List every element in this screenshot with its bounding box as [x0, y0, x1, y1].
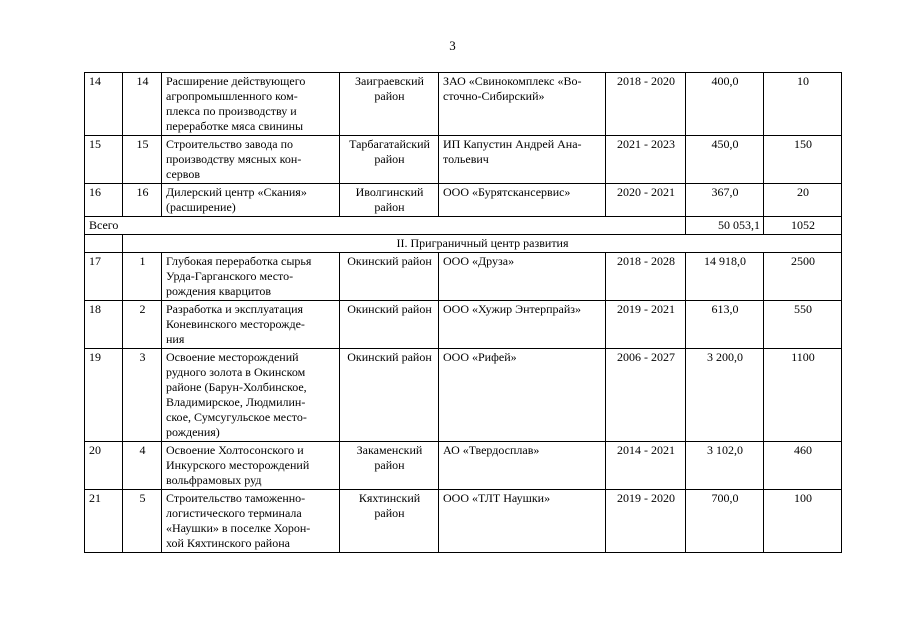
company: [439, 442, 606, 490]
project-name-line: агропромышленного ком-: [166, 89, 298, 103]
project-name-line: Дилерский центр «Скания»: [166, 185, 307, 199]
company: [439, 349, 606, 442]
project-name: [162, 253, 340, 301]
company: [439, 490, 606, 553]
project-name-line: вольфрамовых руд: [166, 473, 262, 487]
section-empty-cell: [85, 235, 123, 253]
period: 2020 - 2021: [606, 184, 686, 217]
project-name-line: рождения): [166, 425, 220, 439]
project-name-line: ния: [166, 332, 185, 346]
district-line: район: [374, 152, 405, 166]
table-row: [85, 136, 842, 184]
district-line: район: [374, 200, 405, 214]
investment: 613,0: [686, 301, 764, 349]
section-title: II. Приграничный центр развития: [123, 235, 842, 253]
project-name: [162, 184, 340, 217]
row-subnumber: 1: [123, 253, 162, 301]
company: [439, 73, 606, 136]
period: 2018 - 2020: [606, 73, 686, 136]
jobs: 1100: [764, 349, 842, 442]
project-name-line: ское, Сумсугульское место-: [166, 410, 307, 424]
project-name-line: (расширение): [166, 200, 236, 214]
project-name: [162, 349, 340, 442]
row-subnumber: 3: [123, 349, 162, 442]
row-number: 19: [85, 349, 123, 442]
district-line: Кяхтинский: [358, 491, 421, 505]
jobs: 460: [764, 442, 842, 490]
investment: 700,0: [686, 490, 764, 553]
jobs: 20: [764, 184, 842, 217]
jobs: 2500: [764, 253, 842, 301]
total-jobs: 1052: [764, 217, 842, 235]
company-line: ЗАО «Свинокомплекс «Во-: [443, 74, 582, 88]
district-line: Иволгинский: [355, 185, 424, 199]
project-name-line: логистического терминала: [166, 506, 302, 520]
row-number: 14: [85, 73, 123, 136]
project-name-line: плекса по производству и: [166, 104, 297, 118]
company-line: тольевич: [443, 152, 489, 166]
district-line: Окинский район: [347, 350, 432, 364]
district: [340, 136, 439, 184]
district-line: Окинский район: [347, 254, 432, 268]
company: [439, 301, 606, 349]
district-line: Тарбагатайский: [349, 137, 430, 151]
project-name-line: Освоение месторождений: [166, 350, 299, 364]
company-line: ООО «Бурятскансервис»: [443, 185, 571, 199]
district-line: Заиграевский: [355, 74, 424, 88]
period: 2019 - 2021: [606, 301, 686, 349]
jobs: 10: [764, 73, 842, 136]
district-line: район: [374, 458, 405, 472]
total-label: Всего: [85, 217, 686, 235]
investment: 14 918,0: [686, 253, 764, 301]
table-row: [85, 73, 842, 136]
district: [340, 253, 439, 301]
company-line: ООО «ТЛТ Наушки»: [443, 491, 551, 505]
table-row: [85, 349, 842, 442]
investment: 367,0: [686, 184, 764, 217]
row-subnumber: 2: [123, 301, 162, 349]
project-name-line: хой Кяхтинского района: [166, 536, 290, 550]
project-name-line: Урда-Гарганского место-: [166, 269, 294, 283]
project-name: [162, 442, 340, 490]
table-row: [85, 490, 842, 553]
total-investment: 50 053,1: [686, 217, 764, 235]
project-name: [162, 301, 340, 349]
project-name-line: Разработка и эксплуатация: [166, 302, 304, 316]
company-line: ООО «Рифей»: [443, 350, 517, 364]
district: [340, 442, 439, 490]
table-row: [85, 442, 842, 490]
project-name-line: Глубокая переработка сырья: [166, 254, 312, 268]
project-name-line: Инкурского месторождений: [166, 458, 310, 472]
project-name-line: производству мясных кон-: [166, 152, 302, 166]
total-row: [85, 217, 842, 235]
period: 2006 - 2027: [606, 349, 686, 442]
investment: 400,0: [686, 73, 764, 136]
row-subnumber: 15: [123, 136, 162, 184]
row-number: 20: [85, 442, 123, 490]
row-number: 21: [85, 490, 123, 553]
period: 2018 - 2028: [606, 253, 686, 301]
project-name-line: Строительство завода по: [166, 137, 294, 151]
project-name-line: Расширение действующего: [166, 74, 306, 88]
table-row: [85, 301, 842, 349]
table-row: [85, 184, 842, 217]
company: [439, 136, 606, 184]
project-name-line: Коневинского месторожде-: [166, 317, 305, 331]
project-name-line: рудного золота в Окинском: [166, 365, 306, 379]
company: [439, 184, 606, 217]
project-name-line: сервов: [166, 167, 201, 181]
project-name: [162, 136, 340, 184]
jobs: 100: [764, 490, 842, 553]
row-subnumber: 4: [123, 442, 162, 490]
company-line: ИП Капустин Андрей Ана-: [443, 137, 582, 151]
row-number: 18: [85, 301, 123, 349]
company: [439, 253, 606, 301]
row-subnumber: 14: [123, 73, 162, 136]
district-line: район: [374, 89, 405, 103]
jobs: 150: [764, 136, 842, 184]
project-name-line: Строительство таможенно-: [166, 491, 306, 505]
company-line: ООО «Друза»: [443, 254, 515, 268]
district: [340, 349, 439, 442]
project-name-line: районе (Барун-Холбинское,: [166, 380, 307, 394]
district: [340, 301, 439, 349]
company-line: ООО «Хужир Энтерпрайз»: [443, 302, 581, 316]
project-name: [162, 490, 340, 553]
section-row: [85, 235, 842, 253]
row-number: 15: [85, 136, 123, 184]
district: [340, 184, 439, 217]
row-subnumber: 16: [123, 184, 162, 217]
district: [340, 490, 439, 553]
project-name: [162, 73, 340, 136]
district-line: Окинский район: [347, 302, 432, 316]
project-name-line: Владимирское, Людмилин-: [166, 395, 306, 409]
project-name-line: рождения кварцитов: [166, 284, 272, 298]
period: 2021 - 2023: [606, 136, 686, 184]
period: 2019 - 2020: [606, 490, 686, 553]
project-name-line: переработке мяса свинины: [166, 119, 304, 133]
projects-table: [84, 72, 842, 553]
district-line: район: [374, 506, 405, 520]
period: 2014 - 2021: [606, 442, 686, 490]
district: [340, 73, 439, 136]
row-number: 17: [85, 253, 123, 301]
investment: 3 102,0: [686, 442, 764, 490]
table-row: [85, 253, 842, 301]
district-line: Закаменский: [356, 443, 423, 457]
jobs: 550: [764, 301, 842, 349]
page-number: 3: [449, 38, 456, 53]
row-subnumber: 5: [123, 490, 162, 553]
company-line: сточно-Сибирский»: [443, 89, 545, 103]
company-line: АО «Твердосплав»: [443, 443, 540, 457]
investment: 450,0: [686, 136, 764, 184]
row-number: 16: [85, 184, 123, 217]
project-name-line: Освоение Холтосонского и: [166, 443, 304, 457]
investment: 3 200,0: [686, 349, 764, 442]
project-name-line: «Наушки» в поселке Хорон-: [166, 521, 311, 535]
